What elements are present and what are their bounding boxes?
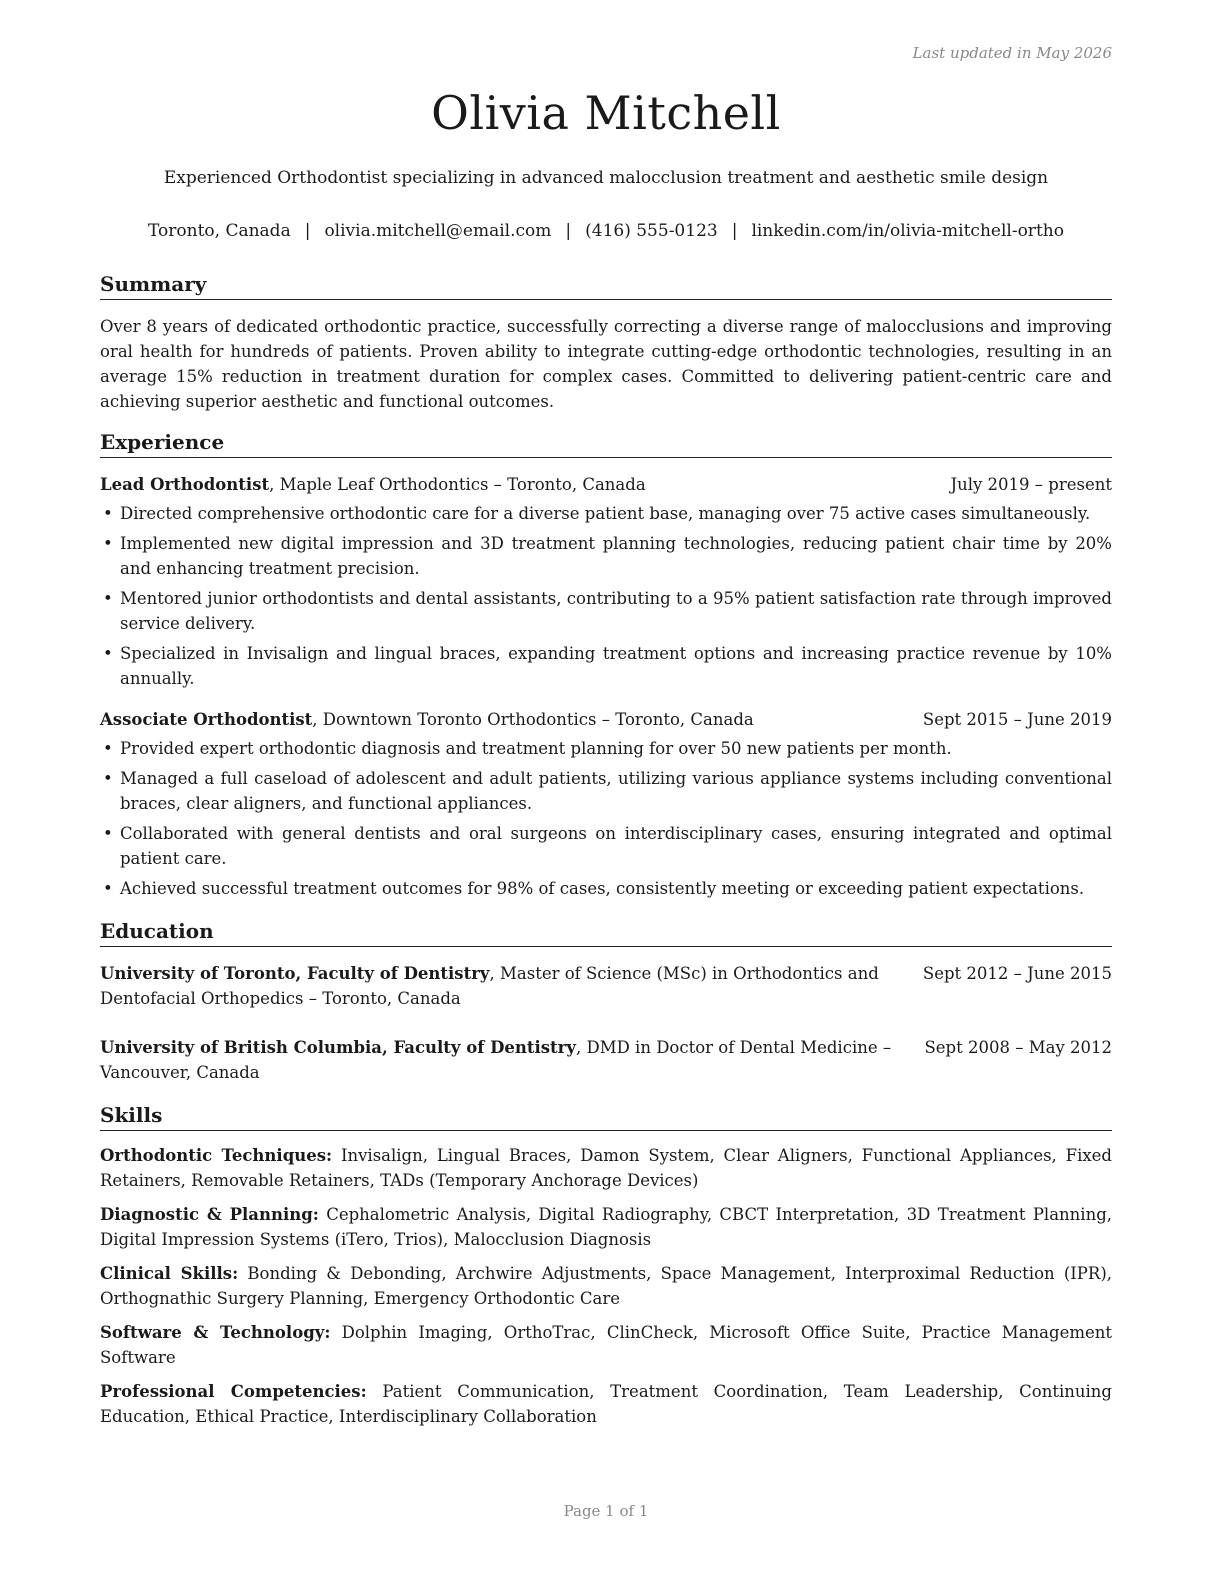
skill-item xyxy=(100,1261,1112,1311)
job-entry xyxy=(100,472,1112,691)
contact-separator: | xyxy=(304,221,311,241)
skill-text: Dolphin Imaging, OrthoTrac, ClinCheck, Microsoft Office Suite, Practice Management Software xyxy=(100,1323,1112,1367)
bullet-icon: • xyxy=(103,534,113,553)
skill-label: Software & Technology: xyxy=(100,1323,331,1342)
job-role: Lead Orthodontist xyxy=(100,475,270,494)
skill-item xyxy=(100,1202,1112,1252)
skill-label: Professional Competencies: xyxy=(100,1382,367,1401)
education-degree: , Master of Science (MSc) in Orthodontics and Dentofacial Orthopedics – Toronto, Canada xyxy=(100,964,879,1008)
job-bullet: • Specialized in Invisalign and lingual braces, expanding treatment options and increasing practice revenue by 10% annually. xyxy=(100,641,1112,691)
bullet-icon: • xyxy=(103,589,113,608)
contact-email[interactable]: olivia.mitchell@email.com xyxy=(324,221,552,241)
education-degree: , DMD in Doctor of Dental Medicine – Vancouver, Canada xyxy=(100,1038,892,1082)
job-dates: July 2019 – present xyxy=(950,475,1112,494)
contact-separator: | xyxy=(731,221,738,241)
job-company: , Maple Leaf Orthodontics – Toronto, Canada xyxy=(269,475,646,494)
tagline: Experienced Orthodontist specializing in advanced malocclusion treatment and aesthetic smile design xyxy=(163,168,1049,188)
skill-item xyxy=(100,1320,1112,1370)
contact-separator: | xyxy=(565,221,572,241)
skill-text: Patient Communication, Treatment Coordination, Team Leadership, Continuing Education, Ethical Practice, Interdisciplinary Collaboration xyxy=(100,1382,1112,1426)
job-bullet: • Collaborated with general dentists and oral surgeons on interdisciplinary cases, ensuring integrated and optimal patient care. xyxy=(100,821,1112,871)
bullet-icon: • xyxy=(103,824,113,843)
education-heading: Education xyxy=(100,917,1112,947)
skill-text: Invisalign, Lingual Braces, Damon System, Clear Aligners, Functional Appliances, Fixed Retainers, Removable Retainers, TADs (Temporary Anchorage Devices) xyxy=(100,1146,1112,1190)
job-role: Associate Orthodontist xyxy=(100,710,313,729)
skill-item xyxy=(100,1379,1112,1429)
bullet-icon: • xyxy=(103,769,113,788)
contact-phone[interactable]: (416) 555-0123 xyxy=(585,221,718,241)
skill-label: Orthodontic Techniques: xyxy=(100,1146,333,1165)
job-bullets xyxy=(100,736,1112,901)
education-dates: Sept 2012 – June 2015 xyxy=(922,964,1112,983)
education-entry xyxy=(100,961,1112,1011)
education-entry xyxy=(100,1035,1112,1085)
job-bullet: • Provided expert orthodontic diagnosis and treatment planning for over 50 new patients per month. xyxy=(100,736,1112,761)
skills-heading: Skills xyxy=(100,1101,1112,1131)
education-school: University of British Columbia, Faculty of Dentistry xyxy=(100,1038,576,1057)
job-bullet: • Directed comprehensive orthodontic care for a diverse patient base, managing over 75 active cases simultaneously. xyxy=(100,501,1112,526)
contact-linkedin[interactable]: linkedin.com/in/olivia-mitchell-ortho xyxy=(751,221,1064,241)
skill-label: Clinical Skills: xyxy=(100,1264,239,1283)
last-updated-note: Last updated in May 2026 xyxy=(912,44,1112,62)
job-company: , Downtown Toronto Orthodontics – Toronto, Canada xyxy=(312,710,754,729)
skill-text: Bonding & Debonding, Archwire Adjustments, Space Management, Interproximal Reduction (IPR), Orthognathic Surgery Planning, Emergency Orthodontic Care xyxy=(100,1264,1112,1308)
summary-heading: Summary xyxy=(100,270,1112,300)
contact-line xyxy=(100,221,1112,241)
job-bullet: • Managed a full caseload of adolescent and adult patients, utilizing various appliance systems including conventional braces, clear aligners, and functional appliances. xyxy=(100,766,1112,816)
job-bullet: • Implemented new digital impression and 3D treatment planning technologies, reducing patient chair time by 20% and enhancing treatment precision. xyxy=(100,531,1112,581)
skill-text: Cephalometric Analysis, Digital Radiography, CBCT Interpretation, 3D Treatment Planning, Digital Impression Systems (iTero, Trios), Malocclusion Diagnosis xyxy=(100,1205,1113,1249)
skill-item xyxy=(100,1143,1112,1193)
education-school: University of Toronto, Faculty of Dentistry xyxy=(100,964,490,983)
job-entry xyxy=(100,707,1112,901)
experience-heading: Experience xyxy=(100,428,1112,458)
bullet-icon: • xyxy=(103,504,113,523)
candidate-name: Olivia Mitchell xyxy=(431,86,781,140)
resume-page xyxy=(100,0,1112,1584)
bullet-icon: • xyxy=(103,739,113,758)
bullet-icon: • xyxy=(103,879,113,898)
summary-text: Over 8 years of dedicated orthodontic practice, successfully correcting a diverse range of malocclusions and improving oral health for hundreds of patients. Proven ability to integrate cutting-edge orthodontic technologies, resulting in an average 15% reduction in treatment duration for complex cases. Committed to delivering patient-centric care and achieving superior aesthetic and functional outcomes. xyxy=(100,317,1112,411)
skill-label: Diagnostic & Planning: xyxy=(100,1205,319,1224)
job-bullet: • Achieved successful treatment outcomes for 98% of cases, consistently meeting or exceeding patient expectations. xyxy=(100,876,1112,901)
skills-list xyxy=(100,1143,1112,1429)
job-dates: Sept 2015 – June 2019 xyxy=(922,710,1112,729)
contact-location: Toronto, Canada xyxy=(148,221,291,241)
resume-content xyxy=(100,270,1112,1438)
education-dates: Sept 2008 – May 2012 xyxy=(924,1038,1112,1057)
job-bullet: • Mentored junior orthodontists and dental assistants, contributing to a 95% patient satisfaction rate through improved service delivery. xyxy=(100,586,1112,636)
page-number: Page 1 of 1 xyxy=(563,1502,649,1520)
bullet-icon: • xyxy=(103,644,113,663)
job-bullets xyxy=(100,501,1112,691)
